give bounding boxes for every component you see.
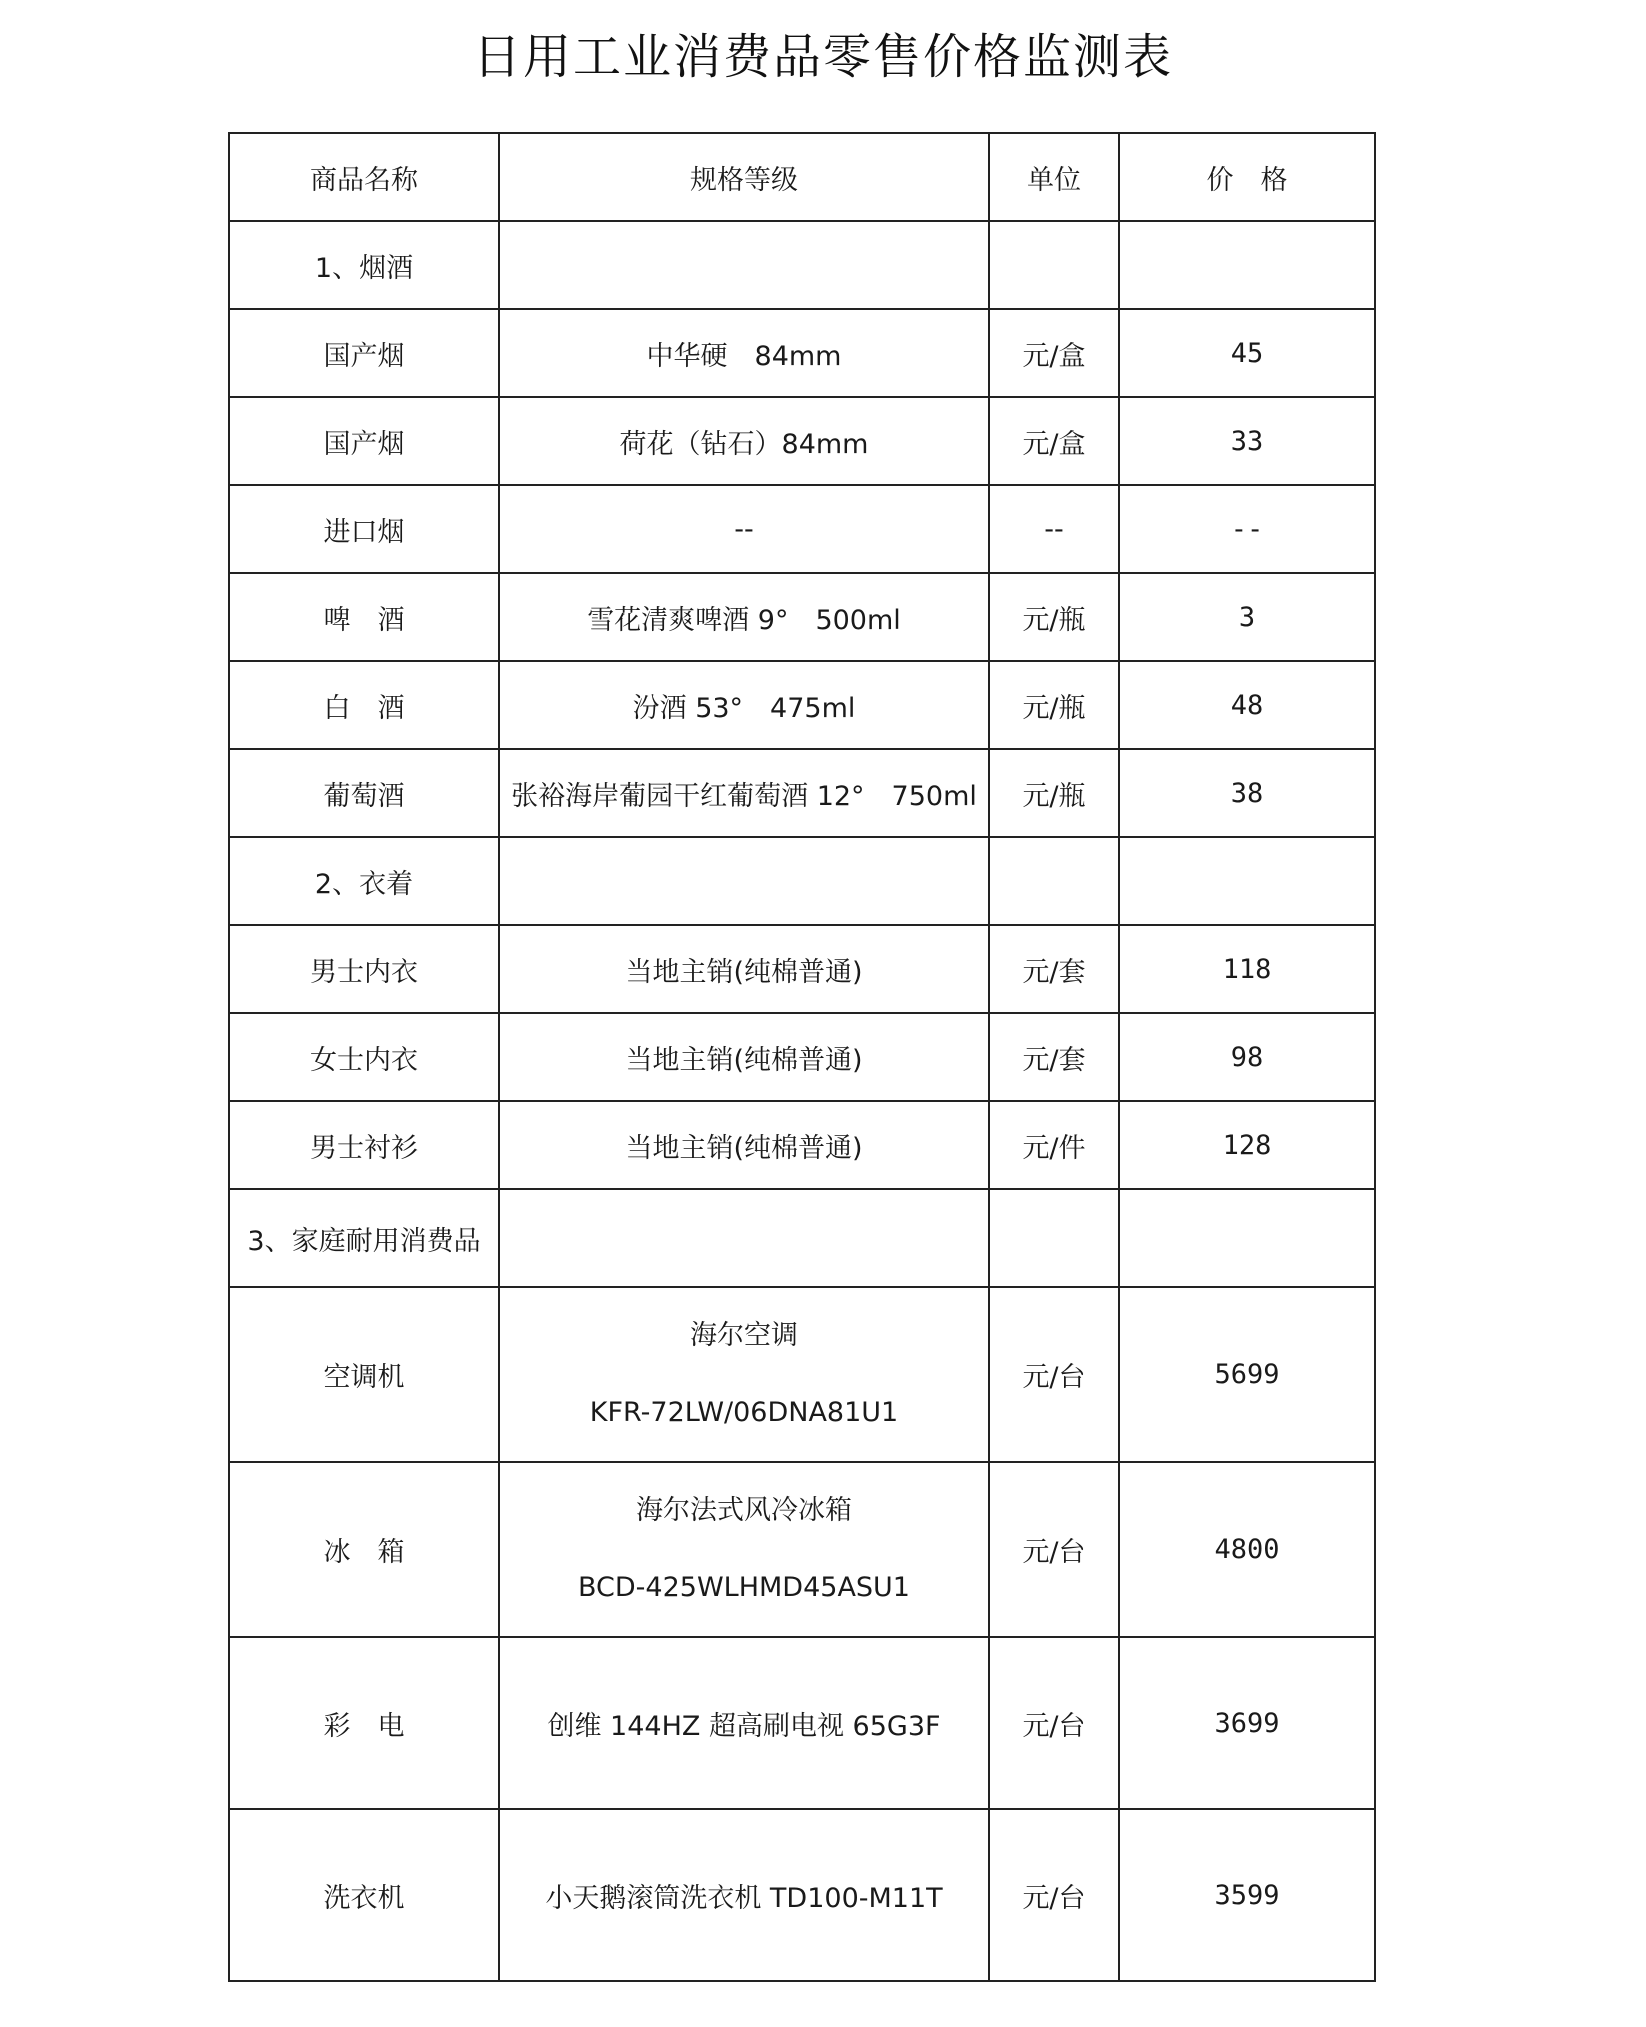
item-price: 33: [1119, 397, 1375, 485]
item-price: 128: [1119, 1101, 1375, 1189]
item-unit: 元/台: [989, 1809, 1119, 1981]
item-name: 进口烟: [229, 485, 499, 573]
category-label: 2、衣着: [229, 837, 499, 925]
item-unit: 元/瓶: [989, 573, 1119, 661]
table-row: [229, 397, 1375, 485]
item-spec: 当地主销(纯棉普通): [499, 1013, 989, 1101]
price-monitoring-table: [228, 132, 1376, 1982]
item-name: 啤 酒: [229, 573, 499, 661]
category-row-clothing: [229, 837, 1375, 925]
table-row: [229, 1287, 1375, 1462]
item-price: --: [1119, 485, 1375, 573]
item-unit: --: [989, 485, 1119, 573]
item-unit: 元/盒: [989, 397, 1119, 485]
table-row: [229, 1013, 1375, 1101]
item-name: 国产烟: [229, 309, 499, 397]
item-name: 国产烟: [229, 397, 499, 485]
item-name: 男士内衣: [229, 925, 499, 1013]
item-spec: 小天鹅滚筒洗衣机 TD100-M11T: [499, 1809, 989, 1981]
item-spec: 当地主销(纯棉普通): [499, 925, 989, 1013]
table-row: [229, 925, 1375, 1013]
item-name: 彩 电: [229, 1637, 499, 1809]
item-unit: 元/台: [989, 1287, 1119, 1462]
item-price: 4800: [1119, 1462, 1375, 1637]
item-name: 冰 箱: [229, 1462, 499, 1637]
table-row: [229, 485, 1375, 573]
item-unit: 元/件: [989, 1101, 1119, 1189]
item-spec: [499, 1462, 989, 1637]
category-label: 1、烟酒: [229, 221, 499, 309]
table-row: [229, 1462, 1375, 1637]
category-row-tobacco-alcohol: [229, 221, 1375, 309]
item-unit: 元/瓶: [989, 749, 1119, 837]
item-spec: 中华硬 84mm: [499, 309, 989, 397]
item-spec: --: [499, 485, 989, 573]
item-name: 男士衬衫: [229, 1101, 499, 1189]
table-row: [229, 1809, 1375, 1981]
item-price: 45: [1119, 309, 1375, 397]
item-spec-brand: 海尔空调: [690, 1320, 798, 1352]
item-spec: [499, 1287, 989, 1462]
item-spec-model: BCD-425WLHMD45ASU1: [577, 1571, 910, 1603]
item-price: 38: [1119, 749, 1375, 837]
table-row: [229, 573, 1375, 661]
item-spec: 荷花（钻石）84mm: [499, 397, 989, 485]
header-spec: 规格等级: [499, 133, 989, 221]
table-header-row: [229, 133, 1375, 221]
item-unit: 元/台: [989, 1637, 1119, 1809]
item-name: 洗衣机: [229, 1809, 499, 1981]
item-price: 5699: [1119, 1287, 1375, 1462]
item-price: 3599: [1119, 1809, 1375, 1981]
table-row: [229, 1101, 1375, 1189]
item-unit: 元/套: [989, 925, 1119, 1013]
item-spec: 当地主销(纯棉普通): [499, 1101, 989, 1189]
table-row: [229, 661, 1375, 749]
item-unit: 元/套: [989, 1013, 1119, 1101]
item-name: 白 酒: [229, 661, 499, 749]
item-price: 48: [1119, 661, 1375, 749]
item-unit: 元/台: [989, 1462, 1119, 1637]
item-price: 3699: [1119, 1637, 1375, 1809]
item-price: 3: [1119, 573, 1375, 661]
item-spec: 汾酒 53° 475ml: [499, 661, 989, 749]
header-price: 价 格: [1119, 133, 1375, 221]
header-name: 商品名称: [229, 133, 499, 221]
page-title: 日用工业消费品零售价格监测表: [472, 29, 1173, 85]
item-spec: 张裕海岸葡园干红葡萄酒 12° 750ml: [499, 749, 989, 837]
item-spec: 创维 144HZ 超高刷电视 65G3F: [499, 1637, 989, 1809]
item-name: 女士内衣: [229, 1013, 499, 1101]
item-price: 118: [1119, 925, 1375, 1013]
item-unit: 元/盒: [989, 309, 1119, 397]
item-spec: 雪花清爽啤酒 9° 500ml: [499, 573, 989, 661]
item-name: 葡萄酒: [229, 749, 499, 837]
item-unit: 元/瓶: [989, 661, 1119, 749]
table-row: [229, 749, 1375, 837]
item-spec-model: KFR-72LW/06DNA81U1: [589, 1396, 899, 1428]
table-row: [229, 1637, 1375, 1809]
table-row: [229, 309, 1375, 397]
category-row-durables: [229, 1189, 1375, 1287]
item-price: 98: [1119, 1013, 1375, 1101]
item-spec-brand: 海尔法式风冷冰箱: [636, 1495, 852, 1527]
header-unit: 单位: [989, 133, 1119, 221]
item-name: 空调机: [229, 1287, 499, 1462]
category-label: 3、家庭耐用消费品: [229, 1189, 499, 1287]
